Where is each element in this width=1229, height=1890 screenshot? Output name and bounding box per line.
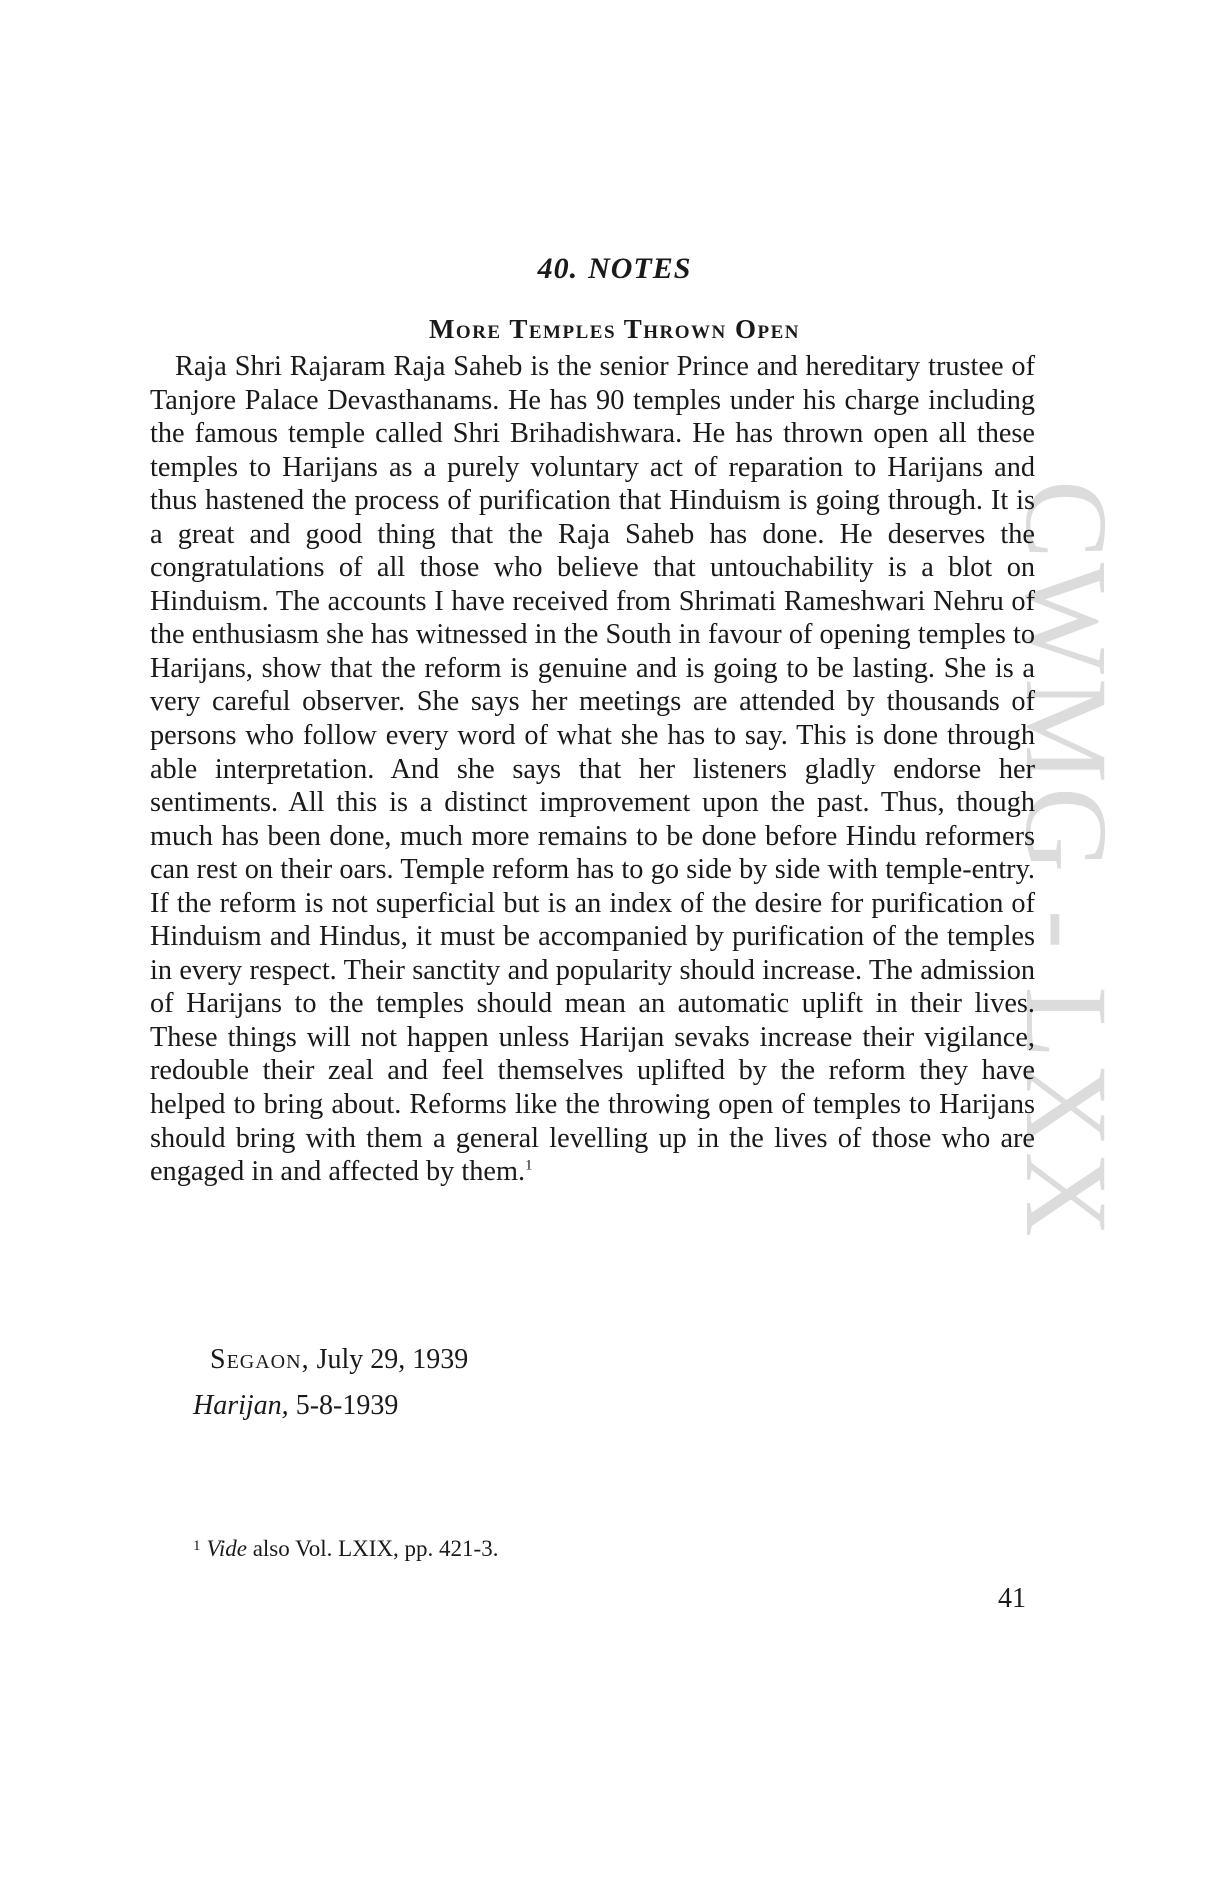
article-subheading: More Temples Thrown Open: [428, 314, 801, 344]
heading-title: NOTES: [588, 252, 692, 285]
heading-number: 40.: [537, 252, 579, 285]
footnote: [193, 1536, 498, 1562]
article-body: [150, 350, 1035, 1189]
watermark-text: CWMG - LXX: [1001, 480, 1132, 1242]
document-heading: [0, 252, 1229, 286]
footnote-vide: Vide: [206, 1536, 247, 1561]
body-footnote-mark: 1: [525, 1157, 533, 1174]
place-date-line: [210, 1344, 468, 1376]
date: July 29, 1939: [316, 1344, 469, 1375]
footnote-text: also Vol. LXIX, pp. 421-3.: [252, 1536, 499, 1561]
body-paragraph: Raja Shri Rajaram Raja Saheb is the senior Prince and hereditary trustee of Tanjore Palace Devasthanams. He has 90 temples under his charge including the famous temple called Shri Brihadishwara. He has thrown open all these temples to Harijans as a purely voluntary act of reparation to Harijans and thus hastened the process of purification that Hinduism is going through. It is a great and good thing that the Raja Saheb has done. He deserves the congratulations of all those who believe that untouchability is a blot on Hinduism. The accounts I have received from Shrimati Rameshwari Nehru of the enthusiasm she has witnessed in the South in favour of opening temples to Harijans, show that the reform is genuine and is going to be lasting. She is a very careful observer. She says her meetings are attended by thousands of persons who follow every word of what she has to say. This is done through able interpretation. And she says that her listeners gladly endorse her sentiments. All this is a distinct improvement upon the past. Thus, though much has been done, much more remains to be done before Hindu reformers can rest on their oars. Temple reform has to go side by side with temple-entry. If the reform is not superficial but is an index of the desire for purification of Hinduism and Hindus, it must be accompanied by purification of the temples in every respect. Their sanctity and popularity should increase. The admission of Harijans to the temples should mean an automatic uplift in their lives. These things will not happen unless Harijan sevaks increase their vigilance, redouble their zeal and feel themselves uplifted by the reform they have helped to bring about. Reforms like the throwing open of temples to Harijans should bring with them a general levelling up in the lives of those who are engaged in and affected by them.: [150, 351, 1035, 1188]
place: Segaon,: [210, 1344, 310, 1375]
source-publication: Harijan,: [193, 1390, 289, 1421]
source-date: 5-8-1939: [295, 1390, 399, 1421]
footnote-mark: 1: [193, 1538, 201, 1554]
page-number: 41: [998, 1583, 1026, 1614]
source-line: [193, 1390, 398, 1422]
